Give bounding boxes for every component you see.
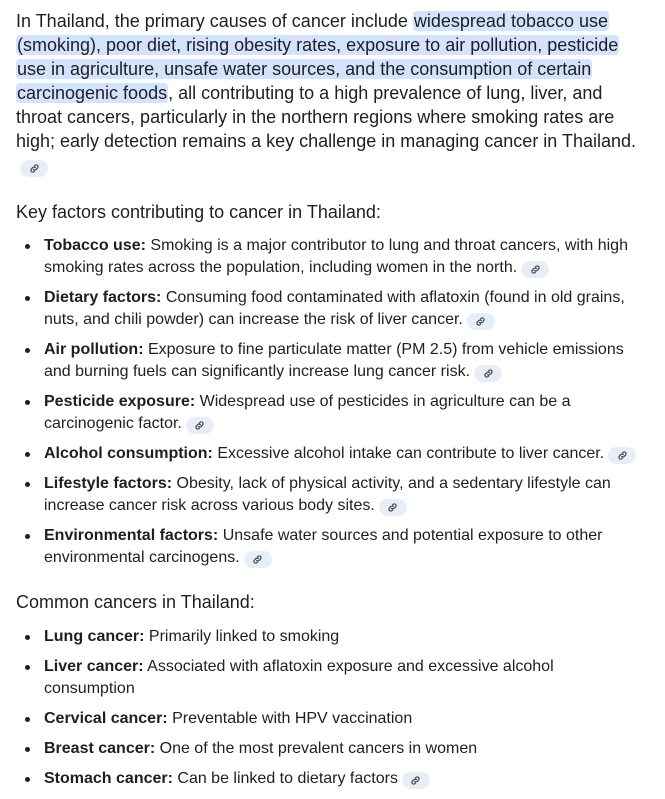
item-title: Tobacco use: bbox=[44, 237, 146, 254]
list-item bbox=[16, 235, 641, 279]
item-text: Consuming food contaminated with aflatoxin (found in old grains, nuts, and chili powder) can increase the risk of liver cancer. bbox=[44, 289, 625, 328]
item-title: Air pollution: bbox=[44, 341, 144, 358]
intro-after: , all contributing to a high prevalence of lung, liver, and throat cancers, particularly in the northern regions where smoking rates are high; early detection remains a key challenge in managing cancer in Thailand. bbox=[16, 83, 637, 151]
source-link-button[interactable] bbox=[379, 499, 407, 516]
link-icon bbox=[194, 420, 205, 431]
list-item bbox=[16, 768, 641, 790]
item-text: Preventable with HPV vaccination bbox=[167, 710, 413, 727]
item-text: Can be linked to dietary factors bbox=[172, 770, 398, 787]
source-link-button[interactable] bbox=[467, 313, 495, 330]
list-item bbox=[16, 708, 641, 730]
item-text: One of the most prevalent cancers in women bbox=[155, 740, 478, 757]
link-icon bbox=[530, 264, 541, 275]
item-title: Stomach cancer: bbox=[44, 770, 173, 787]
item-title: Lung cancer: bbox=[44, 628, 145, 645]
item-title: Liver cancer: bbox=[44, 658, 144, 675]
link-icon bbox=[617, 450, 628, 461]
intro-paragraph bbox=[16, 9, 641, 177]
item-text: Obesity, lack of physical activity, and a sedentary lifestyle can increase cancer risk across various body sites. bbox=[44, 475, 611, 514]
item-text: Excessive alcohol intake can contribute to liver cancer. bbox=[212, 445, 605, 462]
list-item bbox=[16, 391, 641, 435]
item-text: Widespread use of pesticides in agriculture can be a carcinogenic factor. bbox=[44, 393, 571, 432]
link-icon bbox=[483, 368, 494, 379]
item-text: Smoking is a major contributor to lung and throat cancers, with high smoking rates across the population, including women in the north. bbox=[44, 237, 628, 276]
source-link-button[interactable] bbox=[608, 447, 636, 464]
intro-before: In Thailand, the primary causes of cancer include bbox=[16, 11, 413, 31]
item-text: Primarily linked to smoking bbox=[144, 628, 340, 645]
list-item bbox=[16, 339, 641, 383]
item-title: Cervical cancer: bbox=[44, 710, 168, 727]
source-link-button[interactable] bbox=[474, 365, 502, 382]
list-item bbox=[16, 525, 641, 569]
item-title: Pesticide exposure: bbox=[44, 393, 196, 410]
item-title: Dietary factors: bbox=[44, 289, 162, 306]
link-icon bbox=[410, 775, 421, 786]
intro-highlight: widespread tobacco use (smoking), poor diet, rising obesity rates, exposure to air pollution, pesticide use in agriculture, unsafe water sources, and the consumption of certain carcinogenic foods bbox=[17, 11, 619, 103]
list-item bbox=[16, 738, 641, 760]
common-cancers-list bbox=[16, 626, 641, 790]
source-link-button[interactable] bbox=[244, 551, 272, 568]
link-icon bbox=[475, 316, 486, 327]
item-text: Unsafe water sources and potential exposure to other environmental carcinogens. bbox=[44, 527, 603, 566]
common-cancers-heading: Common cancers in Thailand: bbox=[16, 592, 255, 612]
link-icon bbox=[387, 502, 398, 513]
link-icon bbox=[29, 163, 40, 174]
source-link-button[interactable] bbox=[402, 772, 430, 789]
list-item bbox=[16, 473, 641, 517]
item-title: Alcohol consumption: bbox=[44, 445, 213, 462]
link-icon bbox=[252, 554, 263, 565]
item-text: Associated with aflatoxin exposure and excessive alcohol consumption bbox=[44, 658, 554, 697]
list-item bbox=[16, 287, 641, 331]
source-link-button[interactable] bbox=[521, 261, 549, 278]
list-item bbox=[16, 443, 641, 465]
key-factors-heading: Key factors contributing to cancer in Thailand: bbox=[16, 202, 381, 222]
item-title: Breast cancer: bbox=[44, 740, 156, 757]
list-item bbox=[16, 656, 641, 700]
source-link-button[interactable] bbox=[186, 417, 214, 434]
source-link-button[interactable] bbox=[20, 160, 48, 177]
item-title: Lifestyle factors: bbox=[44, 475, 173, 492]
key-factors-list bbox=[16, 235, 641, 569]
item-text: Exposure to fine particulate matter (PM 2.5) from vehicle emissions and burning fuels can significantly increase lung cancer risk. bbox=[44, 341, 624, 380]
list-item bbox=[16, 626, 641, 648]
item-title: Environmental factors: bbox=[44, 527, 219, 544]
